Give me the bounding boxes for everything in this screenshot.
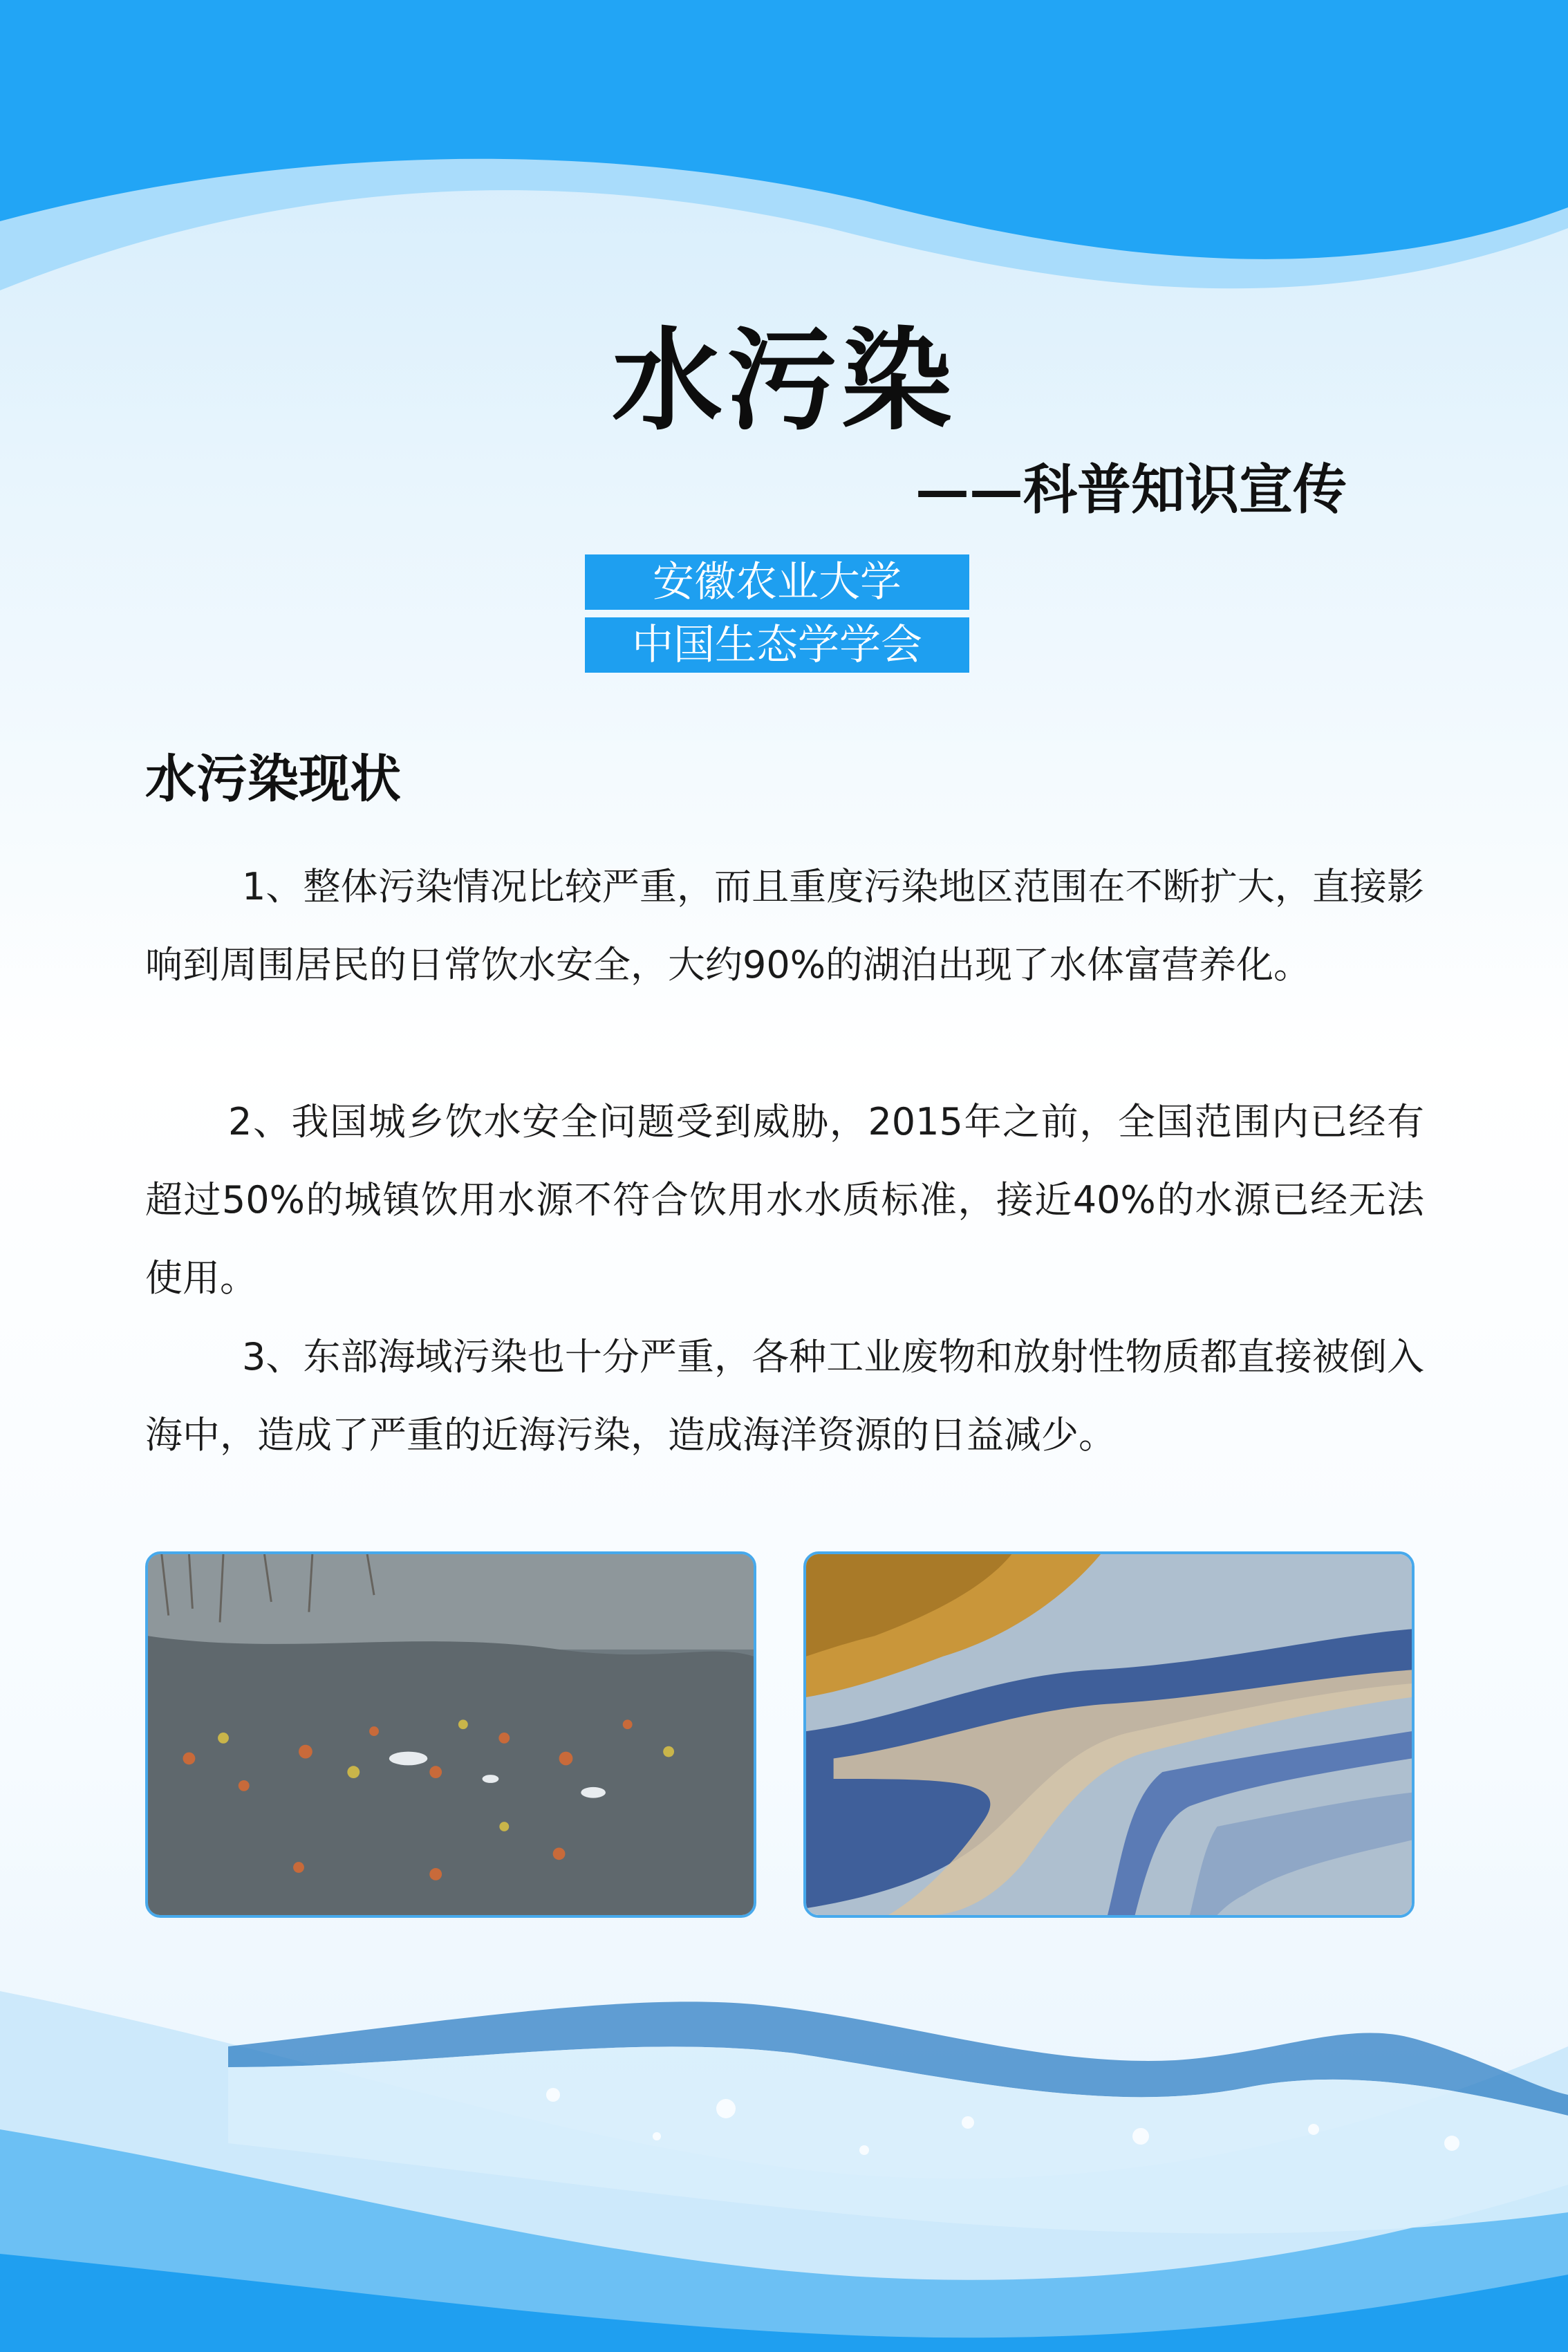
org-badge-anhui-agricultural-university: 安徽农业大学 <box>585 554 969 610</box>
paragraph-2: 2、我国城乡饮水安全问题受到威胁，2015年之前，全国范围内已经有超过50%的城镇饮用水源不符合饮用水水质标准，接近40%的水源已经无法使用。 <box>145 1100 1424 1300</box>
poster-subtitle: ——科普知识宣传 <box>915 458 1347 521</box>
section-heading: 水污染现状 <box>145 749 401 809</box>
oil-spill-coast-photo <box>803 1551 1415 1918</box>
poster-title: 水污染 <box>611 315 956 445</box>
paragraph-1: 1、整体污染情况比较严重，而且重度污染地区范围在不断扩大，直接影响到周围居民的日常饮水安全，大约90%的湖泊出现了水体富营养化。 <box>145 865 1424 987</box>
top-wave-dark <box>0 0 1568 259</box>
paragraph-3: 3、东部海域污染也十分严重，各种工业废物和放射性物质都直接被倒入海中，造成了严重的近海污染，造成海洋资源的日益减少。 <box>145 1335 1424 1457</box>
org-badge-ecological-society-of-china: 中国生态学学会 <box>585 617 969 673</box>
polluted-river-photo <box>145 1551 756 1918</box>
